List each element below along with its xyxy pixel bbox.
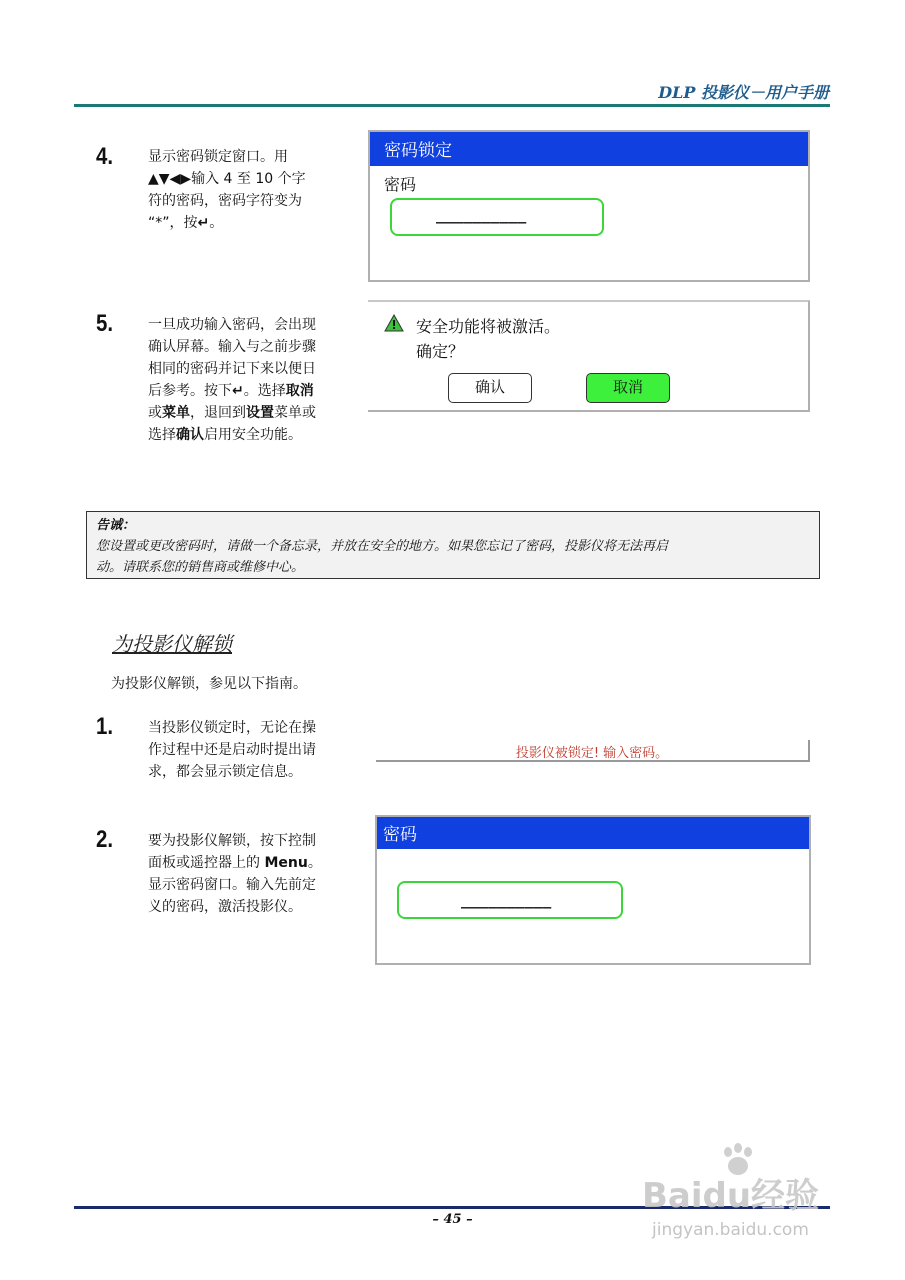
step-1-number: 1. [96,713,114,740]
password-window-title: 密码 [377,817,809,849]
confirm-message: 安全功能将被激活。 [416,317,561,336]
section-intro: 为投影仪解锁，参见以下指南。 [111,676,307,692]
warning-icon [384,314,404,332]
step-2-text: 要为投影仪解锁，按下控制 面板或遥控器上的 Menu。 显示密码窗口。输入先前定 义的密码，激活投影仪。 [148,833,322,915]
step-4-text: 显示密码锁定窗口。用 ▲▼◀▶输入 4 至 10 个字 符的密码，密码字符变为 “*”，按↵。 [148,149,306,231]
watermark-url: jingyan.baidu.com [652,1220,809,1240]
section-title: 为投影仪解锁 [112,632,232,656]
page-number: – 45 – [432,1212,473,1227]
password-label: 密码 [384,175,417,194]
window-title: 密码锁定 [370,132,808,166]
caution-box [86,511,820,579]
locked-message-bar [376,740,810,762]
step-1-text: 当投影仪锁定时，无论在操 作过程中还是启动时提出请 求，都会显示锁定信息。 [148,720,316,780]
step-2-number: 2. [96,826,114,853]
watermark-brand: Baidu经验 [642,1176,820,1216]
header-rule [74,104,830,107]
enter-icon: ↵ [197,215,210,231]
password-entry-mask: __________ [461,891,552,909]
header-title: DLP 投影仪－用户手册 [658,83,829,102]
password-input[interactable] [390,198,604,236]
step-5-text: 一旦成功输入密码，会出现 确认屏幕。输入与之前步骤 相同的密码并记下来以便日 后参考。按下↵。选择取消 或菜单，退回到设置菜单或 选择确认启用安全功能。 [148,317,316,443]
password-lock-window [368,130,810,282]
caution-title: 告诫： [96,518,136,533]
confirm-question: 确定？ [416,342,465,361]
cancel-button[interactable]: 取消 [586,373,670,403]
confirm-window [368,300,810,412]
password-mask: __________ [436,206,527,224]
password-window [375,815,811,965]
confirm-button[interactable]: 确认 [448,373,532,403]
caution-line-2: 动。请联系您的销售商或维修中心。 [96,560,305,575]
step-5-number: 5. [96,310,114,337]
password-entry-input[interactable] [397,881,623,919]
caution-line-1: 您设置或更改密码时，请做一个备忘录，并放在安全的地方。如果您忘记了密码，投影仪将无法再启 [96,539,669,554]
locked-message: 投影仪被锁定! 输入密码。 [515,746,669,761]
step-4-number: 4. [96,143,114,170]
